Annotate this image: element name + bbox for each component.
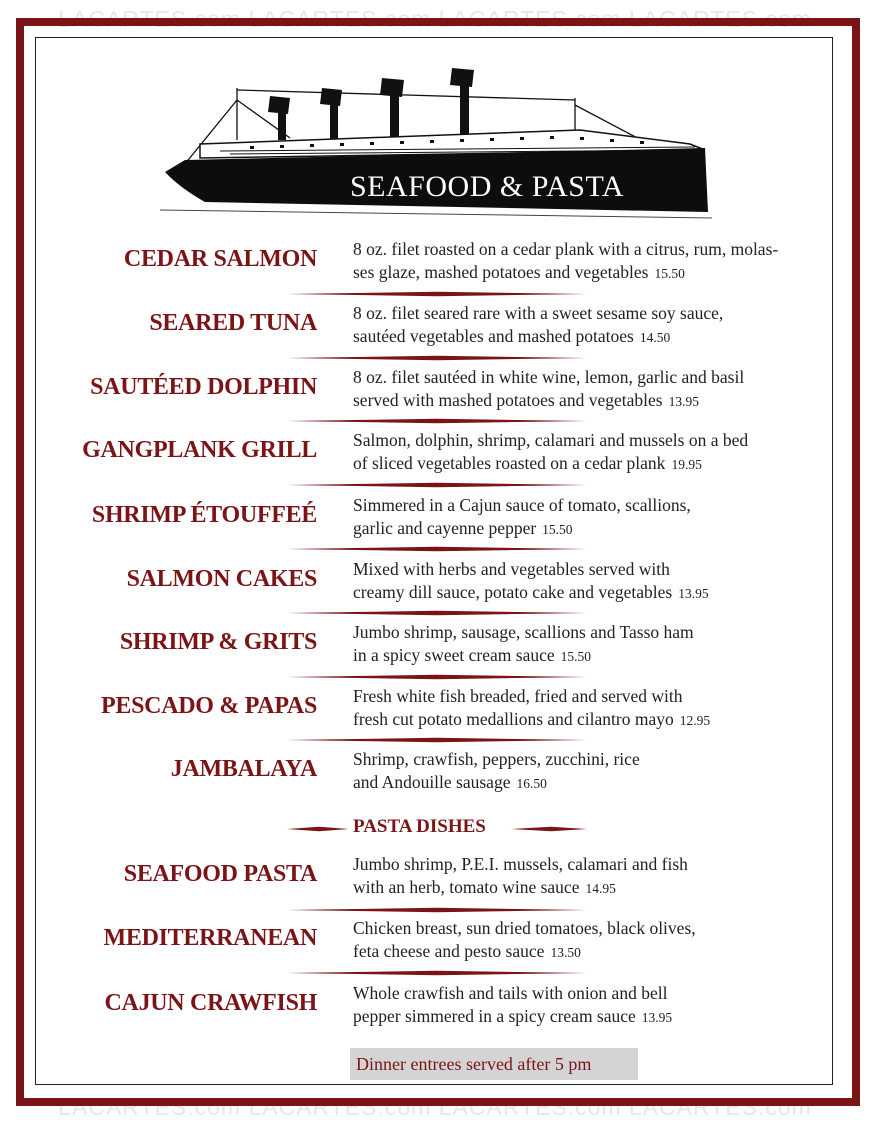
item-name: SEAFOOD PASTA xyxy=(123,861,317,887)
item-description: Jumbo shrimp, sausage, scallions and Tasso ham in a spicy sweet cream sauce 15.50 xyxy=(353,622,694,665)
item-name: GANGPLANK GRILL xyxy=(82,437,317,463)
divider xyxy=(287,546,587,552)
menu-item xyxy=(40,853,840,909)
menu-item xyxy=(40,366,840,422)
menu-item xyxy=(40,302,840,358)
item-name: PESCADO & PAPAS xyxy=(101,693,317,719)
item-description: 8 oz. filet roasted on a cedar plank with a citrus, rum, molas- ses glaze, mashed potatoes and vegetables 15.50 xyxy=(353,239,779,282)
item-price: 15.50 xyxy=(542,522,573,537)
divider xyxy=(287,418,587,424)
pasta-section-header xyxy=(287,816,587,842)
menu-item xyxy=(40,748,840,804)
menu-item xyxy=(40,621,840,677)
divider xyxy=(287,907,587,913)
item-description: Mixed with herbs and vegetables served with creamy dill sauce, potato cake and vegetables 13.95 xyxy=(353,559,709,602)
menu-item xyxy=(40,685,840,741)
item-price: 13.50 xyxy=(550,945,581,960)
dinner-note: Dinner entrees served after 5 pm xyxy=(350,1048,638,1080)
divider xyxy=(287,970,587,976)
item-price: 16.50 xyxy=(516,776,547,791)
pasta-header-rule-right xyxy=(511,826,587,832)
menu-item xyxy=(40,429,840,485)
item-description: Fresh white fish breaded, fried and served with fresh cut potato medallions and cilantro mayo 12.95 xyxy=(353,686,711,729)
item-description: Shrimp, crawfish, peppers, zucchini, rice and Andouille sausage 16.50 xyxy=(353,749,640,792)
item-price: 13.95 xyxy=(678,586,709,601)
divider xyxy=(287,355,587,361)
divider xyxy=(287,610,587,616)
item-description: Salmon, dolphin, shrimp, calamari and mussels on a bed of sliced vegetables roasted on a cedar plank 19.95 xyxy=(353,430,749,473)
watermark-bottom: LACARTES.com LACARTES.com LACARTES.com LACARTES.com xyxy=(58,1094,812,1120)
item-description: Whole crawfish and tails with onion and bell pepper simmered in a spicy cream sauce 13.95 xyxy=(353,983,673,1026)
divider xyxy=(287,674,587,680)
item-name: SALMON CAKES xyxy=(126,566,317,592)
menu-item xyxy=(40,982,840,1038)
item-name: SEARED TUNA xyxy=(149,310,317,336)
watermark-top: LACARTES.com LACARTES.com LACARTES.com LACARTES.com xyxy=(58,6,812,32)
item-price: 13.95 xyxy=(641,1010,673,1025)
item-name: SHRIMP ÉTOUFFEÉ xyxy=(91,502,317,528)
item-description: Chicken breast, sun dried tomatoes, black olives, feta cheese and pesto sauce 13.50 xyxy=(353,918,696,961)
divider xyxy=(287,737,587,743)
section-title: SEAFOOD & PASTA xyxy=(350,170,625,203)
item-name: CAJUN CRAWFISH xyxy=(104,990,317,1016)
divider xyxy=(287,291,587,297)
item-price: 12.95 xyxy=(679,713,711,728)
item-price: 13.95 xyxy=(668,394,699,409)
item-name: MEDITERRANEAN xyxy=(103,925,317,951)
pasta-title: PASTA DISHES xyxy=(353,816,486,837)
item-price: 14.50 xyxy=(639,330,671,345)
item-description: Jumbo shrimp, P.E.I. mussels, calamari and fish with an herb, tomato wine sauce 14.95 xyxy=(353,854,688,897)
item-name: JAMBALAYA xyxy=(170,756,317,782)
item-price: 15.50 xyxy=(654,266,685,281)
menu-item xyxy=(40,494,840,550)
menu-item xyxy=(40,558,840,614)
pasta-header-rule-left xyxy=(287,826,349,832)
item-price: 19.95 xyxy=(671,457,702,472)
item-name: CEDAR SALMON xyxy=(123,246,317,272)
item-name: SAUTÉED DOLPHIN xyxy=(90,374,317,400)
item-price: 15.50 xyxy=(560,649,592,664)
item-name: SHRIMP & GRITS xyxy=(119,629,317,655)
menu-item xyxy=(40,238,840,294)
divider xyxy=(287,482,587,488)
item-description: 8 oz. filet seared rare with a sweet sesame soy sauce, sautéed vegetables and mashed potatoes 14.50 xyxy=(353,303,724,346)
item-description: 8 oz. filet sautéed in white wine, lemon, garlic and basil served with mashed potatoes and vegetables 13.95 xyxy=(353,367,745,410)
item-description: Simmered in a Cajun sauce of tomato, scallions, garlic and cayenne pepper 15.50 xyxy=(353,495,691,538)
menu-item xyxy=(40,917,840,973)
item-price: 14.95 xyxy=(585,881,616,896)
